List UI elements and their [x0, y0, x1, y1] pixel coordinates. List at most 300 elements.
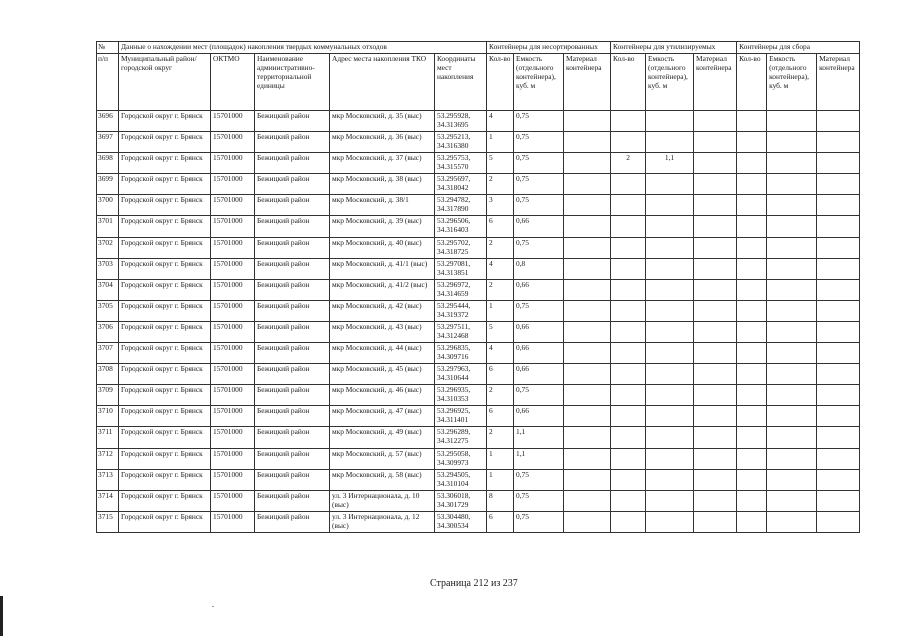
municipal-cell: Городской округ г. Брянск [119, 469, 211, 490]
recycle-capacity-cell [646, 448, 694, 469]
recycle-material-cell [694, 237, 737, 258]
recycle-count-cell [611, 511, 646, 532]
district-cell: Бежицкий район [255, 174, 330, 195]
unsorted-capacity-cell: 0,66 [514, 321, 564, 342]
municipal-cell: Городской округ г. Брянск [119, 321, 211, 342]
coords-cell: 53.297963, 34.310644 [435, 364, 487, 385]
header-group-collect: Контейнеры для сбора [737, 42, 860, 54]
unsorted-material-cell [564, 237, 611, 258]
collect-count-cell [737, 195, 767, 216]
coords-cell: 53.297081, 34.313851 [435, 258, 487, 279]
recycle-count-cell [611, 490, 646, 511]
unsorted-capacity-cell: 0,75 [514, 111, 564, 132]
unsorted-material-cell [564, 427, 611, 448]
oktmo-cell: 15701000 [211, 427, 255, 448]
oktmo-cell: 15701000 [211, 321, 255, 342]
row-number: 3702 [97, 237, 119, 258]
coords-cell: 53.304480, 34.300534 [435, 511, 487, 532]
collect-capacity-cell [767, 174, 817, 195]
row-number: 3712 [97, 448, 119, 469]
unsorted-count-cell: 4 [487, 111, 514, 132]
collect-count-cell [737, 300, 767, 321]
collect-material-cell [817, 195, 860, 216]
unsorted-count-cell: 6 [487, 216, 514, 237]
recycle-material-cell [694, 279, 737, 300]
table-row [97, 321, 860, 342]
page-number: Страница 212 из 237 [430, 578, 518, 589]
header-group-main: Данные о нахождении мест (площадок) накопления твердых коммунальных отходов [119, 42, 487, 54]
header-municipal: Муниципальный район/городской округ [119, 54, 211, 111]
recycle-count-cell [611, 216, 646, 237]
address-cell: мкр Московский, д. 40 (выс) [330, 237, 435, 258]
collect-capacity-cell [767, 216, 817, 237]
unsorted-material-cell [564, 490, 611, 511]
unsorted-material-cell [564, 132, 611, 153]
collect-capacity-cell [767, 153, 817, 174]
collect-count-cell [737, 427, 767, 448]
district-cell: Бежицкий район [255, 111, 330, 132]
address-cell: мкр Московский, д. 46 (выс) [330, 385, 435, 406]
header-row-columns [97, 54, 860, 111]
collect-count-cell [737, 364, 767, 385]
recycle-material-cell [694, 385, 737, 406]
recycle-material-cell [694, 195, 737, 216]
municipal-cell: Городской округ г. Брянск [119, 216, 211, 237]
collect-material-cell [817, 300, 860, 321]
recycle-count-cell [611, 448, 646, 469]
district-cell: Бежицкий район [255, 406, 330, 427]
collect-count-cell [737, 448, 767, 469]
recycle-capacity-cell [646, 321, 694, 342]
header-oktmo: ОКТМО [211, 54, 255, 111]
recycle-capacity-cell [646, 406, 694, 427]
unsorted-material-cell [564, 258, 611, 279]
address-cell: ул. 3 Интернационала, д. 10 (выс) [330, 490, 435, 511]
collect-material-cell [817, 490, 860, 511]
municipal-cell: Городской округ г. Брянск [119, 448, 211, 469]
header-recycle-count: Кол-во [611, 54, 646, 111]
recycle-count-cell [611, 174, 646, 195]
recycle-capacity-cell [646, 216, 694, 237]
coords-cell: 53.295928, 34.313695 [435, 111, 487, 132]
collect-capacity-cell [767, 448, 817, 469]
municipal-cell: Городской округ г. Брянск [119, 195, 211, 216]
recycle-material-cell [694, 258, 737, 279]
table-row [97, 469, 860, 490]
table-row [97, 132, 860, 153]
oktmo-cell: 15701000 [211, 195, 255, 216]
municipal-cell: Городской округ г. Брянск [119, 385, 211, 406]
unsorted-material-cell [564, 321, 611, 342]
district-cell: Бежицкий район [255, 343, 330, 364]
collect-count-cell [737, 153, 767, 174]
recycle-capacity-cell [646, 364, 694, 385]
unsorted-count-cell: 4 [487, 258, 514, 279]
header-group-recycle: Контейнеры для утилизируемых [611, 42, 737, 54]
recycle-count-cell [611, 300, 646, 321]
address-cell: мкр Московский, д. 39 (выс) [330, 216, 435, 237]
collect-material-cell [817, 321, 860, 342]
recycle-count-cell [611, 427, 646, 448]
municipal-cell: Городской округ г. Брянск [119, 132, 211, 153]
district-cell: Бежицкий район [255, 511, 330, 532]
collect-capacity-cell [767, 195, 817, 216]
unsorted-capacity-cell: 1,1 [514, 448, 564, 469]
unsorted-count-cell: 1 [487, 448, 514, 469]
recycle-capacity-cell [646, 300, 694, 321]
oktmo-cell: 15701000 [211, 364, 255, 385]
row-number: 3708 [97, 364, 119, 385]
municipal-cell: Городской округ г. Брянск [119, 511, 211, 532]
municipal-cell: Городской округ г. Брянск [119, 174, 211, 195]
collect-material-cell [817, 469, 860, 490]
table-row [97, 279, 860, 300]
address-cell: мкр Московский, д. 47 (выс) [330, 406, 435, 427]
oktmo-cell: 15701000 [211, 216, 255, 237]
recycle-count-cell [611, 195, 646, 216]
recycle-capacity-cell [646, 469, 694, 490]
district-cell: Бежицкий район [255, 364, 330, 385]
table-row [97, 216, 860, 237]
municipal-cell: Городской округ г. Брянск [119, 300, 211, 321]
district-cell: Бежицкий район [255, 385, 330, 406]
header-address: Адрес места накопления ТКО [330, 54, 435, 111]
collect-material-cell [817, 174, 860, 195]
address-cell: мкр Московский, д. 57 (выс) [330, 448, 435, 469]
coords-cell: 53.296935, 34.310353 [435, 385, 487, 406]
unsorted-count-cell: 5 [487, 153, 514, 174]
unsorted-capacity-cell: 0,8 [514, 258, 564, 279]
recycle-count-cell [611, 321, 646, 342]
address-cell: мкр Московский, д. 58 (выс) [330, 469, 435, 490]
recycle-capacity-cell [646, 343, 694, 364]
coords-cell: 53.306018, 34.301729 [435, 490, 487, 511]
recycle-capacity-cell [646, 132, 694, 153]
row-number: 3709 [97, 385, 119, 406]
collect-capacity-cell [767, 385, 817, 406]
unsorted-capacity-cell: 0,75 [514, 469, 564, 490]
coords-cell: 53.297511, 34.312468 [435, 321, 487, 342]
unsorted-count-cell: 8 [487, 490, 514, 511]
unsorted-material-cell [564, 511, 611, 532]
address-cell: мкр Московский, д. 38 (выс) [330, 174, 435, 195]
collect-material-cell [817, 258, 860, 279]
collect-count-cell [737, 279, 767, 300]
district-cell: Бежицкий район [255, 216, 330, 237]
oktmo-cell: 15701000 [211, 153, 255, 174]
header-collect-capacity: Емкость (отдельного контейнера), куб. м [767, 54, 817, 111]
recycle-material-cell [694, 111, 737, 132]
district-cell: Бежицкий район [255, 300, 330, 321]
recycle-material-cell [694, 364, 737, 385]
collect-capacity-cell [767, 111, 817, 132]
collect-capacity-cell [767, 343, 817, 364]
table-row [97, 364, 860, 385]
header-unsorted-count: Кол-во [487, 54, 514, 111]
collect-count-cell [737, 321, 767, 342]
coords-cell: 53.296925, 34.311401 [435, 406, 487, 427]
oktmo-cell: 15701000 [211, 132, 255, 153]
table-row [97, 511, 860, 532]
coords-cell: 53.295213, 34.316380 [435, 132, 487, 153]
recycle-count-cell [611, 237, 646, 258]
unsorted-capacity-cell: 0,66 [514, 279, 564, 300]
unsorted-capacity-cell: 0,75 [514, 511, 564, 532]
address-cell: мкр Московский, д. 35 (выс) [330, 111, 435, 132]
row-number: 3715 [97, 511, 119, 532]
collect-capacity-cell [767, 469, 817, 490]
unsorted-material-cell [564, 469, 611, 490]
coords-cell: 53.295753, 34.315570 [435, 153, 487, 174]
row-number: 3705 [97, 300, 119, 321]
header-recycle-capacity: Емкость (отдельного контейнера), куб. м [646, 54, 694, 111]
unsorted-count-cell: 1 [487, 132, 514, 153]
collect-material-cell [817, 216, 860, 237]
header-territorial: Наименование административно-территориальной единицы [255, 54, 330, 111]
address-cell: ул. 3 Интернационала, д. 12 (выс) [330, 511, 435, 532]
recycle-material-cell [694, 132, 737, 153]
recycle-count-cell [611, 364, 646, 385]
recycle-material-cell [694, 469, 737, 490]
collect-material-cell [817, 406, 860, 427]
table-row [97, 406, 860, 427]
collect-count-cell [737, 490, 767, 511]
unsorted-capacity-cell: 0,75 [514, 153, 564, 174]
unsorted-count-cell: 2 [487, 237, 514, 258]
municipal-cell: Городской округ г. Брянск [119, 111, 211, 132]
recycle-material-cell [694, 216, 737, 237]
unsorted-material-cell [564, 195, 611, 216]
recycle-capacity-cell [646, 237, 694, 258]
recycle-material-cell [694, 511, 737, 532]
unsorted-material-cell [564, 406, 611, 427]
district-cell: Бежицкий район [255, 153, 330, 174]
address-cell: мкр Московский, д. 42 (выс) [330, 300, 435, 321]
collect-material-cell [817, 343, 860, 364]
unsorted-capacity-cell: 0,75 [514, 237, 564, 258]
recycle-material-cell [694, 321, 737, 342]
recycle-count-cell [611, 385, 646, 406]
collect-material-cell [817, 364, 860, 385]
oktmo-cell: 15701000 [211, 258, 255, 279]
unsorted-capacity-cell: 0,75 [514, 132, 564, 153]
district-cell: Бежицкий район [255, 490, 330, 511]
oktmo-cell: 15701000 [211, 279, 255, 300]
unsorted-count-cell: 2 [487, 385, 514, 406]
coords-cell: 53.294505, 34.310104 [435, 469, 487, 490]
collect-material-cell [817, 279, 860, 300]
recycle-material-cell [694, 343, 737, 364]
recycle-count-cell [611, 469, 646, 490]
unsorted-capacity-cell: 0,75 [514, 490, 564, 511]
address-cell: мкр Московский, д. 37 (выс) [330, 153, 435, 174]
collect-capacity-cell [767, 406, 817, 427]
recycle-count-cell [611, 258, 646, 279]
oktmo-cell: 15701000 [211, 469, 255, 490]
table-row [97, 448, 860, 469]
table-row [97, 385, 860, 406]
recycle-count-cell: 2 [611, 153, 646, 174]
unsorted-material-cell [564, 364, 611, 385]
collect-count-cell [737, 174, 767, 195]
recycle-count-cell [611, 343, 646, 364]
collect-count-cell [737, 469, 767, 490]
coords-cell: 53.295702, 34.318725 [435, 237, 487, 258]
municipal-cell: Городской округ г. Брянск [119, 490, 211, 511]
address-cell: мкр Московский, д. 36 (выс) [330, 132, 435, 153]
recycle-capacity-cell [646, 174, 694, 195]
unsorted-capacity-cell: 0,75 [514, 300, 564, 321]
address-cell: мкр Московский, д. 38/1 [330, 195, 435, 216]
collect-capacity-cell [767, 237, 817, 258]
collect-material-cell [817, 132, 860, 153]
collect-capacity-cell [767, 364, 817, 385]
table-row [97, 490, 860, 511]
collect-capacity-cell [767, 490, 817, 511]
unsorted-material-cell [564, 448, 611, 469]
coords-cell: 53.296972, 34.314659 [435, 279, 487, 300]
collect-material-cell [817, 385, 860, 406]
coords-cell: 53.296835, 34.309716 [435, 343, 487, 364]
oktmo-cell: 15701000 [211, 174, 255, 195]
row-number: 3706 [97, 321, 119, 342]
unsorted-material-cell [564, 216, 611, 237]
oktmo-cell: 15701000 [211, 111, 255, 132]
header-row-groups [97, 42, 860, 54]
coords-cell: 53.294782, 34.317890 [435, 195, 487, 216]
address-cell: мкр Московский, д. 45 (выс) [330, 364, 435, 385]
district-cell: Бежицкий район [255, 195, 330, 216]
table-row [97, 195, 860, 216]
header-collect-material: Материал контейнера [817, 54, 860, 111]
address-cell: мкр Московский, д. 43 (выс) [330, 321, 435, 342]
table-row [97, 111, 860, 132]
unsorted-capacity-cell: 0,66 [514, 364, 564, 385]
unsorted-capacity-cell: 0,75 [514, 195, 564, 216]
unsorted-count-cell: 2 [487, 279, 514, 300]
unsorted-count-cell: 2 [487, 427, 514, 448]
collect-material-cell [817, 153, 860, 174]
municipal-cell: Городской округ г. Брянск [119, 406, 211, 427]
unsorted-material-cell [564, 111, 611, 132]
collect-material-cell [817, 448, 860, 469]
unsorted-material-cell [564, 300, 611, 321]
unsorted-material-cell [564, 279, 611, 300]
recycle-capacity-cell: 1,1 [646, 153, 694, 174]
unsorted-material-cell [564, 385, 611, 406]
row-number: 3696 [97, 111, 119, 132]
oktmo-cell: 15701000 [211, 237, 255, 258]
waste-sites-table [96, 41, 860, 533]
oktmo-cell: 15701000 [211, 448, 255, 469]
row-number: 3701 [97, 216, 119, 237]
unsorted-count-cell: 5 [487, 321, 514, 342]
row-number: 3711 [97, 427, 119, 448]
district-cell: Бежицкий район [255, 258, 330, 279]
collect-count-cell [737, 216, 767, 237]
coords-cell: 53.295697, 34.318042 [435, 174, 487, 195]
collect-count-cell [737, 237, 767, 258]
municipal-cell: Городской округ г. Брянск [119, 258, 211, 279]
recycle-material-cell [694, 427, 737, 448]
municipal-cell: Городской округ г. Брянск [119, 237, 211, 258]
collect-count-cell [737, 132, 767, 153]
oktmo-cell: 15701000 [211, 511, 255, 532]
header-collect-count: Кол-во [737, 54, 767, 111]
table-row [97, 174, 860, 195]
municipal-cell: Городской округ г. Брянск [119, 427, 211, 448]
row-number: 3699 [97, 174, 119, 195]
oktmo-cell: 15701000 [211, 406, 255, 427]
unsorted-count-cell: 1 [487, 300, 514, 321]
recycle-material-cell [694, 153, 737, 174]
coords-cell: 53.295444, 34.319372 [435, 300, 487, 321]
scan-edge-mark [0, 596, 3, 636]
collect-capacity-cell [767, 321, 817, 342]
unsorted-capacity-cell: 0,75 [514, 174, 564, 195]
district-cell: Бежицкий район [255, 448, 330, 469]
unsorted-capacity-cell: 1,1 [514, 427, 564, 448]
table-row [97, 300, 860, 321]
recycle-material-cell [694, 448, 737, 469]
row-number: 3698 [97, 153, 119, 174]
collect-capacity-cell [767, 511, 817, 532]
district-cell: Бежицкий район [255, 469, 330, 490]
row-number: 3707 [97, 343, 119, 364]
recycle-capacity-cell [646, 258, 694, 279]
collect-capacity-cell [767, 300, 817, 321]
header-group-unsorted: Контейнеры для несортированных [487, 42, 611, 54]
recycle-capacity-cell [646, 195, 694, 216]
district-cell: Бежицкий район [255, 427, 330, 448]
recycle-capacity-cell [646, 511, 694, 532]
header-coords: Координаты мест накопления [435, 54, 487, 111]
collect-material-cell [817, 111, 860, 132]
recycle-count-cell [611, 111, 646, 132]
table-row [97, 343, 860, 364]
unsorted-capacity-cell: 0,75 [514, 385, 564, 406]
municipal-cell: Городской округ г. Брянск [119, 364, 211, 385]
unsorted-capacity-cell: 0,66 [514, 216, 564, 237]
collect-count-cell [737, 385, 767, 406]
row-number: 3704 [97, 279, 119, 300]
coords-cell: 53.296289, 34.312275 [435, 427, 487, 448]
collect-count-cell [737, 343, 767, 364]
district-cell: Бежицкий район [255, 279, 330, 300]
recycle-capacity-cell [646, 427, 694, 448]
recycle-material-cell [694, 490, 737, 511]
unsorted-capacity-cell: 0,66 [514, 343, 564, 364]
table-row [97, 427, 860, 448]
row-number: 3703 [97, 258, 119, 279]
unsorted-material-cell [564, 174, 611, 195]
collect-capacity-cell [767, 427, 817, 448]
oktmo-cell: 15701000 [211, 300, 255, 321]
recycle-capacity-cell [646, 111, 694, 132]
row-number: 3713 [97, 469, 119, 490]
recycle-material-cell [694, 406, 737, 427]
oktmo-cell: 15701000 [211, 385, 255, 406]
unsorted-material-cell [564, 343, 611, 364]
header-unsorted-material: Материал контейнера [564, 54, 611, 111]
recycle-count-cell [611, 279, 646, 300]
municipal-cell: Городской округ г. Брянск [119, 279, 211, 300]
unsorted-count-cell: 6 [487, 511, 514, 532]
collect-count-cell [737, 258, 767, 279]
table-row [97, 258, 860, 279]
unsorted-material-cell [564, 153, 611, 174]
collect-material-cell [817, 237, 860, 258]
